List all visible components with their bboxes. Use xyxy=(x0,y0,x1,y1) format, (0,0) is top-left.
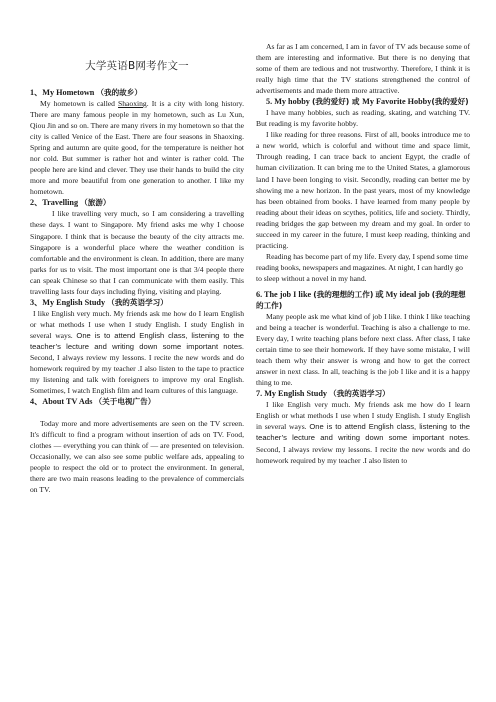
heading-cn: (我的爱好) xyxy=(311,97,350,107)
paragraph-text: I like English very much. My friends ask me how do I learn English or what methods I use when I study English. I study English in several ways. xyxy=(30,308,244,340)
heading-or: 或 xyxy=(349,97,363,107)
paragraph-text: My hometown is called xyxy=(40,99,119,108)
heading-my-hobby xyxy=(256,96,470,107)
heading-job-i-like xyxy=(256,289,470,311)
heading-text: 1、My Hometown xyxy=(30,88,97,97)
heading-cn: （旅游） xyxy=(80,198,111,208)
paragraph-tv-ads: Today more and more advertisements are seen on the TV screen. It's difficult to find a program without insertion of ads on TV. Food, clothes — everything you can think of — are presented on television. Occasionally, we can also see some public welfare ads, appealing to people to respect the old or to protect the environment. In general, there are two main reasons leading to the prevalence of commercials on TV. xyxy=(30,419,244,495)
paragraph-text-sans: One is to attend English class, listening to the teacher’s lecture and writing down some important notes. xyxy=(256,422,471,443)
paragraph-hometown xyxy=(30,98,244,197)
heading-english-study-2 xyxy=(256,388,470,399)
paragraph-hobby-conclusion: Reading has become part of my life. Every day, I spend some time reading books, newspapers and magazines. At night, I can hardly go to sleep without a novel in my hand. xyxy=(256,251,468,283)
paragraph-text: . It is a city with long history. There are many famous people in my hometown, such as Lu Xun, Qiou Jin and so on. There are many rivers in my hometown so that the city is called Venice of the East. There are four seasons in Shaoxing. Spring and autumn are quite good, for the temperature is neither hot nor cold. But summer is rather hot and winter is rather cold. The people here are kind and clever. They use their hands to build the city more and more beautiful from one generation to another. I like my hometown. xyxy=(30,99,244,197)
heading-text: 7. My English Study xyxy=(256,389,330,399)
heading-cn: （我的故乡） xyxy=(96,88,142,97)
heading-cn: （我的英语学习） xyxy=(329,389,390,399)
paragraph-text-sans: One is to attend English class, listening to the teacher’s lecture and writing down some important notes. xyxy=(30,330,244,351)
heading-text: 或 My ideal job xyxy=(373,289,432,299)
document-title: 大学英语B网考作文一 xyxy=(85,60,189,72)
heading-tv-ads xyxy=(30,396,244,407)
heading-text: My Favorite Hobby xyxy=(362,97,432,107)
heading-english-study xyxy=(30,297,244,308)
paragraph-travelling: I like travelling very much, so I am considering a travelling these days. I want to Singapore. My friend asks me why I choose Singapore. I think that is because the beauty of the city attracts me. Singapore is a wonderful place where the weather condition is comfortable and the environment is clean. In addition, there are many parks for us to visit. The most important one is that 3/4 people there can speak Chinese so that I can communicate with them easily. This travelling lasts four days including flying, visiting and playing. xyxy=(30,209,244,296)
paragraph-job: Many people ask me what kind of job I like. I think I like teaching and being a teacher is wonderful. Teaching is also a challenge to me. Every day, I write teaching plans before next class. After class, I take certain time to see their homework. If they have some mistake, I will teach them why their answer is wrong and how to get the correct answer in next class. In all, teaching is the job I like and it is a happy thing to me. xyxy=(256,311,470,388)
right-column xyxy=(256,0,470,466)
heading-travelling xyxy=(30,197,244,208)
left-column xyxy=(30,0,244,496)
heading-text: 6. The job I like xyxy=(256,289,314,299)
paragraph-english-study xyxy=(30,308,244,396)
spacer xyxy=(30,407,244,418)
heading-cn: (我的爱好) xyxy=(431,97,469,107)
heading-text: 4、About TV Ads xyxy=(30,397,95,407)
heading-text: 2、Travelling xyxy=(30,198,81,208)
heading-cn: （关于电视广告） xyxy=(94,397,156,407)
heading-cn: (我的理想的工作) xyxy=(313,289,374,299)
paragraph-hobby-intro: I have many hobbies, such as reading, skating, and watching TV. But reading is my favorite hobby. xyxy=(256,108,470,129)
paragraph-english-study-2 xyxy=(256,399,470,465)
heading-cn: (我的理想的工作) xyxy=(256,289,466,310)
heading-text: 5. My hobby xyxy=(266,97,312,107)
paragraph-hobby-reasons: I like reading for three reasons. First of all, books introduce me to a new world, which is colorful and without time and space limit, Through reading, I can trace back to ancient Egypt, the cradle of human civilization. It can bring me to the United States, a glamorous land I have been longing to visit. Secondly, reading can better me by showing me a new horizon. In the past years, most of my knowledge has been obtained from books. I have learned from many people by reading about their ideas on scythes, politics, life and society. Thirdly, reading bridges the gap between my dream and my goal. In order to succeed in my career in the future, I must keep reading, thinking and practicing. xyxy=(256,130,470,250)
paragraph-text: Second, I always review my lessons. I recite the new words and do homework required by my teacher .I also listen to the tape to practice my listening and talk with foreigners to improve my oral English. Sometimes, I watch English film and learn cultures of this language. xyxy=(30,352,244,396)
heading-cn: （我的英语学习） xyxy=(107,297,168,307)
paragraph-text: I like English very much. My friends ask me how do I learn English or what methods I use when I study English. I study English in several ways. xyxy=(256,400,470,432)
paragraph-text: Second, I always review my lessons. I recite the new words and do homework required by my teacher .I also listen to xyxy=(256,444,470,465)
heading-my-hometown xyxy=(30,87,244,98)
underlined-town-name: Shaoxing xyxy=(118,99,147,108)
heading-text: 3、My English Study xyxy=(30,297,108,307)
paragraph-tv-ads-continued: As far as I am concerned, I am in favor of TV ads because some of them are interesting and informative. But there is no denying that some of them are tedious and not trustworthy. Therefore, I think it is really high time that the TV stations strengthened the control of advertisements and made them more attractive. xyxy=(256,42,470,96)
